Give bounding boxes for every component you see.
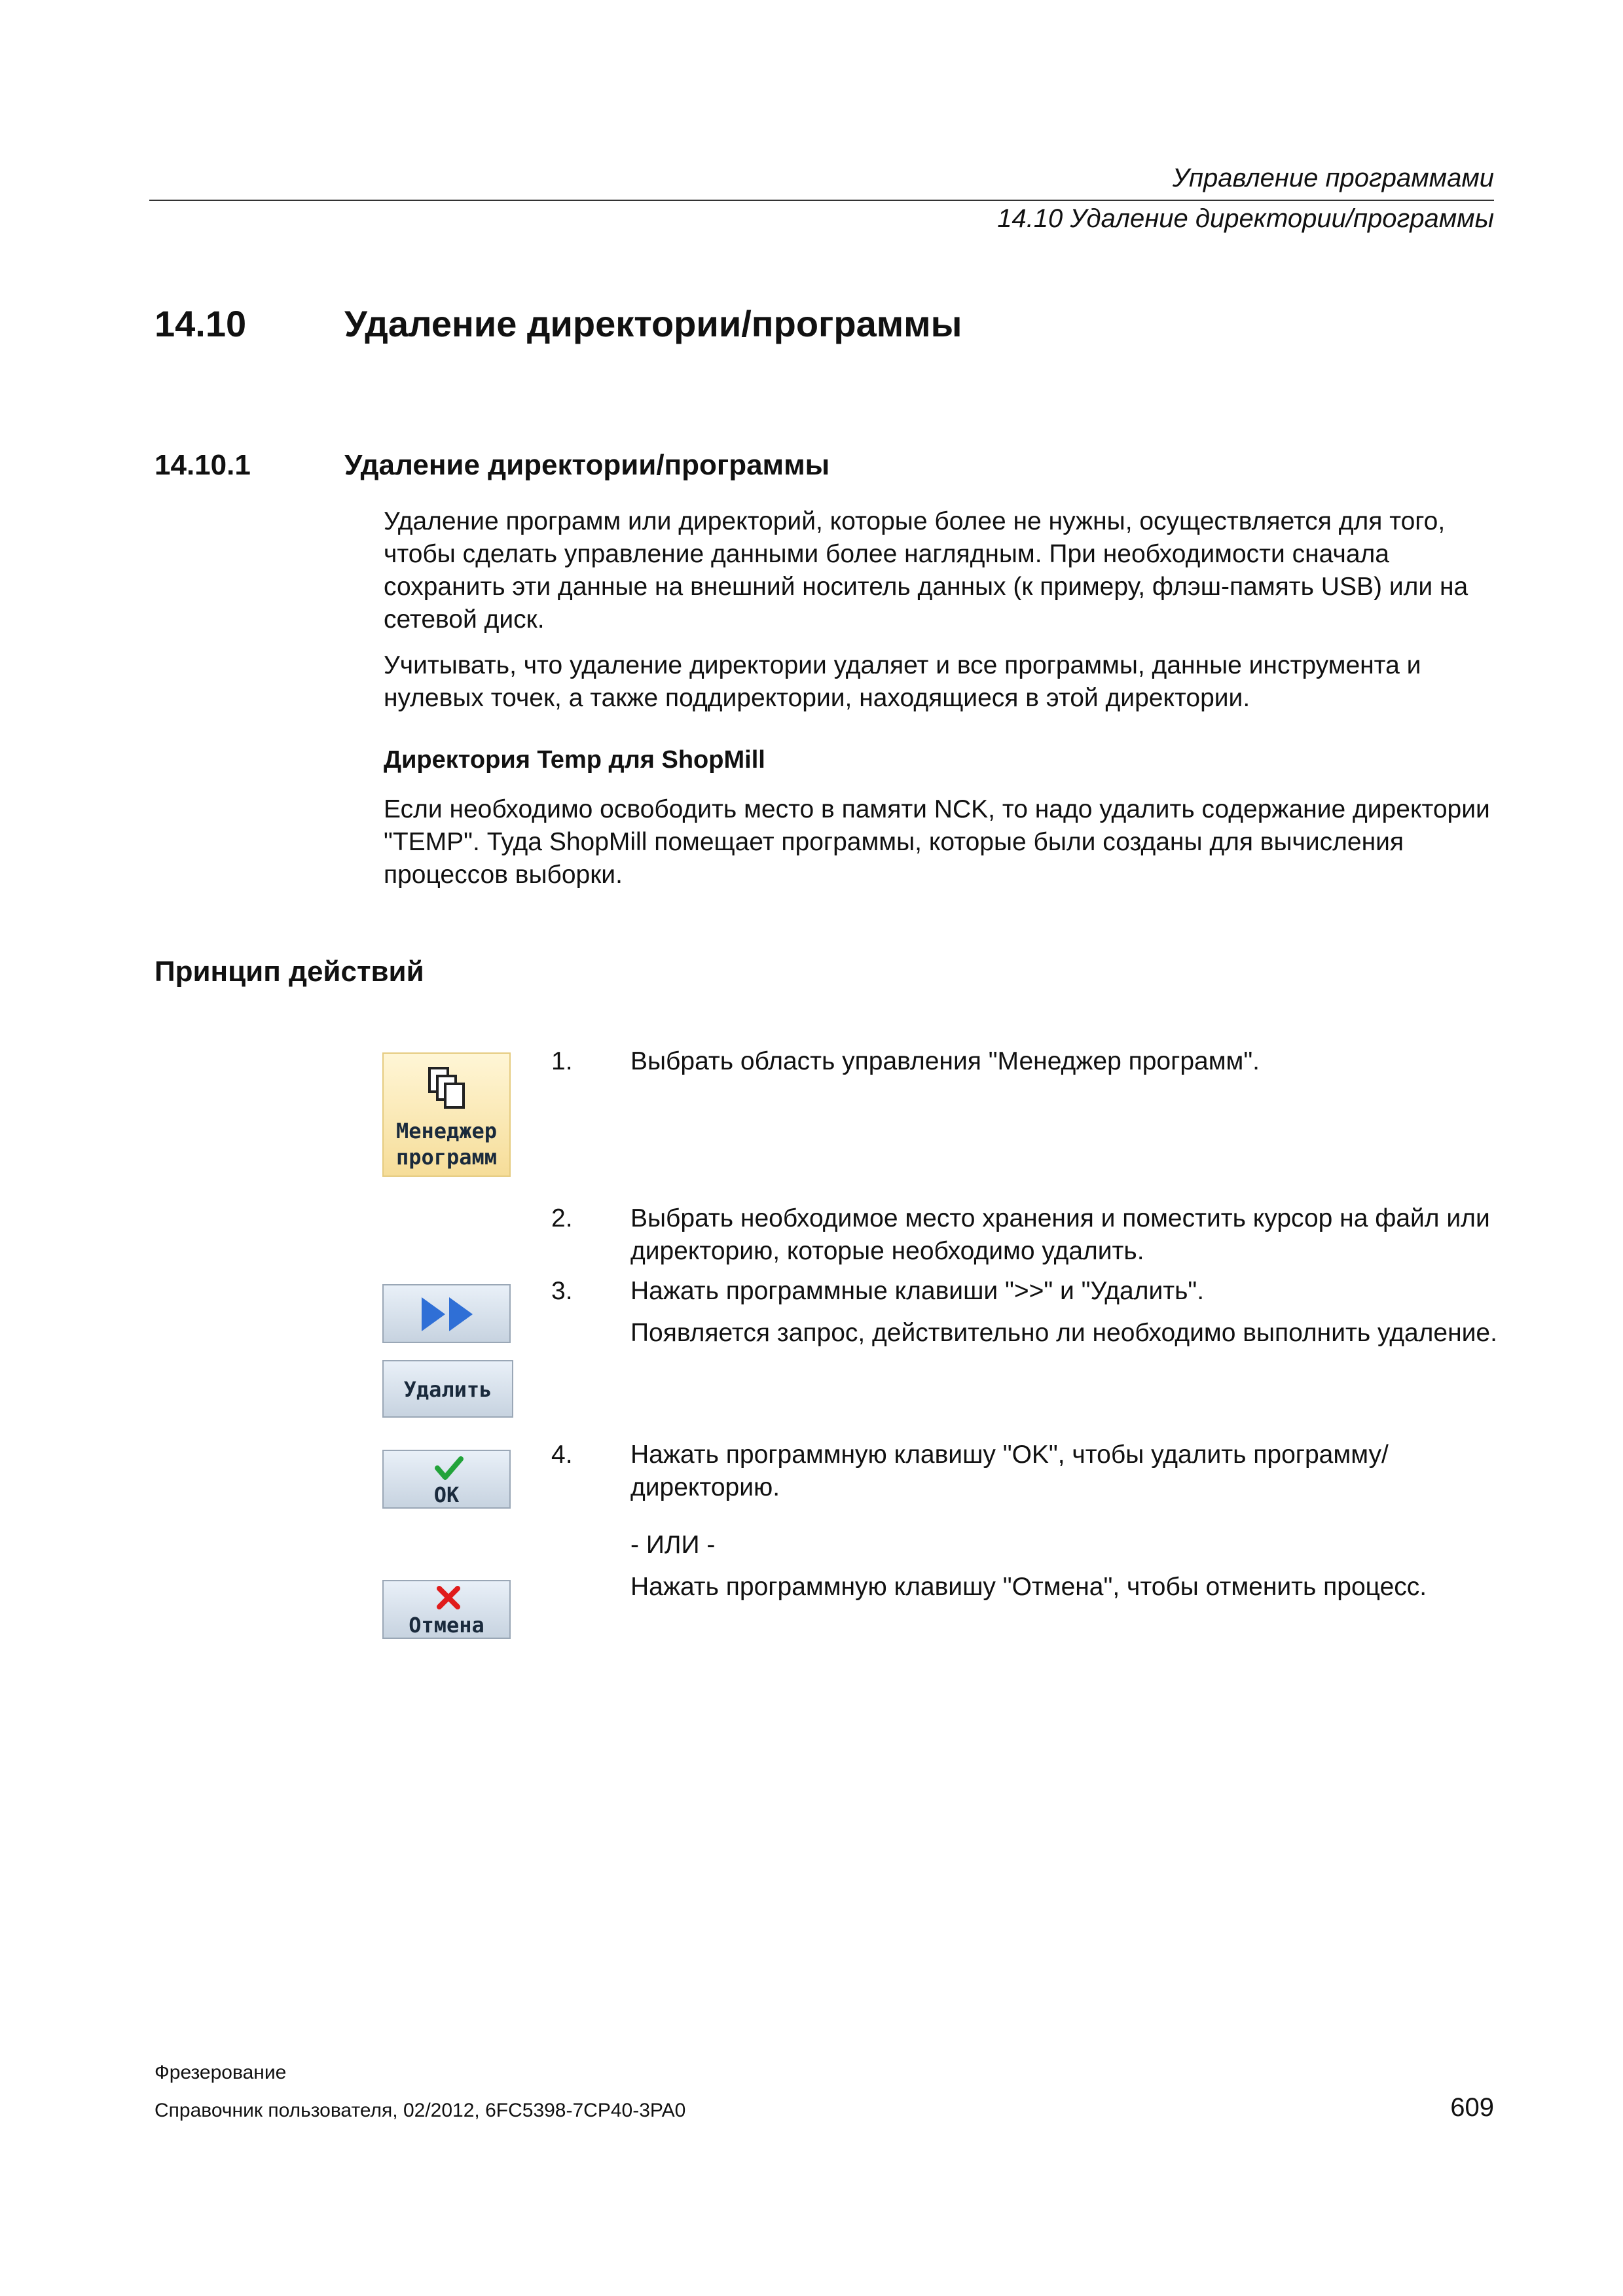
temp-directory-heading: Директория Temp для ShopMill	[384, 746, 765, 774]
cancel-softkey[interactable]	[382, 1580, 511, 1639]
subsection-number: 14.10.1	[155, 449, 251, 481]
running-header-title: Управление программами	[1172, 164, 1494, 192]
page-number: 609	[1450, 2093, 1494, 2122]
program-manager-softkey[interactable]	[382, 1052, 511, 1177]
step-text: Выбрать необходимое место хранения и поместить курсор на файл или директорию, которые необходимо удалить.	[630, 1204, 1490, 1265]
footer-document-info: Справочник пользователя, 02/2012, 6FC5398-7CP40-3PA0	[155, 2100, 686, 2121]
step-text: Нажать программные клавиши ">>" и "Удалить".	[630, 1277, 1205, 1305]
step-result: Появляется запрос, действительно ли необходимо выполнить удаление.	[630, 1319, 1497, 1347]
header-divider	[149, 200, 1494, 201]
step-alternative-separator: - ИЛИ -	[630, 1531, 716, 1559]
procedure-heading: Принцип действий	[155, 956, 424, 988]
footer-product: Фрезерование	[155, 2062, 287, 2083]
step-number: 3.	[551, 1277, 573, 1305]
running-header-subtitle: 14.10 Удаление директории/программы	[997, 204, 1494, 233]
step-alternative-text: Нажать программную клавишу "Отмена", чтобы отменить процесс.	[630, 1573, 1427, 1601]
intro-paragraph: Удаление программ или директорий, которые более не нужны, осуществляется для того, чтобы сделать управление данными более наглядным. При необходимости сначала сохранить эти данные на внешний носитель данных (к примеру, флэш-память USB) или на сетевой диск.	[384, 507, 1468, 634]
subsection-title: Удаление директории/программы	[344, 449, 830, 481]
softkey-label-line2: программ	[395, 1145, 498, 1170]
softkey-label-line1: Менеджер	[395, 1119, 498, 1143]
x-icon	[436, 1585, 461, 1610]
ok-softkey-label: OK	[433, 1482, 460, 1507]
checkmark-icon	[435, 1455, 464, 1481]
section-number: 14.10	[155, 303, 247, 344]
warning-paragraph: Учитывать, что удаление директории удаляет и все программы, данные инструмента и нулевых точек, а также поддиректории, находящиеся в этой директории.	[384, 651, 1421, 712]
delete-softkey-label: Удалить	[403, 1377, 492, 1402]
step-number: 2.	[551, 1204, 573, 1232]
temp-paragraph: Если необходимо освободить место в памяти NCK, то надо удалить содержание директории "TEMP". Туда ShopMill помещает программы, которые были созданы для вычисления процессов выборки.	[384, 795, 1490, 889]
delete-softkey[interactable]	[382, 1360, 513, 1418]
step-text: Выбрать область управления "Менеджер программ".	[630, 1047, 1260, 1075]
step-text: Нажать программную клавишу "OK", чтобы удалить программу/директорию.	[630, 1441, 1389, 1501]
step-number: 1.	[551, 1047, 573, 1075]
documents-icon	[427, 1066, 469, 1110]
cancel-softkey-label: Отмена	[409, 1613, 484, 1638]
step-number: 4.	[551, 1441, 573, 1469]
section-title: Удаление директории/программы	[344, 303, 962, 344]
double-arrow-right-icon	[419, 1295, 477, 1334]
forward-softkey[interactable]	[382, 1284, 511, 1343]
ok-softkey[interactable]	[382, 1450, 511, 1509]
